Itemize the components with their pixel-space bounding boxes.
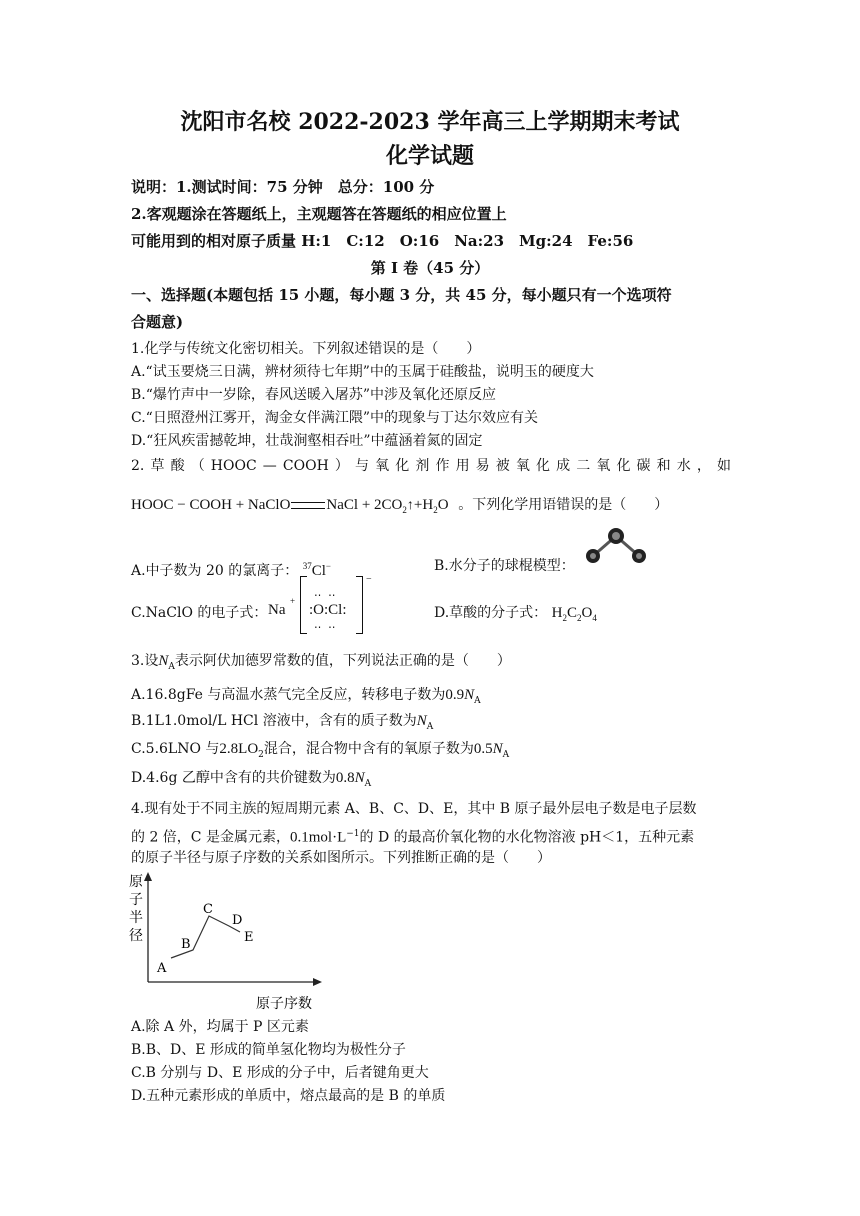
q3-c-text: C.5.6LNO 与 [131,741,220,757]
q3-na-sub: A [168,661,175,672]
q2-stem-char: COOH [282,458,329,474]
q2-stem-char: 酸 [170,458,185,474]
chart-x-arrow-icon [313,978,322,986]
formula-c-sub: 2 [577,613,582,623]
exam-title: 沈阳市名校 2022-2023 学年高三上学期期末考试 [180,109,680,135]
q2-stem-end: 。下列化学用语错误的是（ ） [458,497,669,513]
formula-h: H [551,605,563,621]
y-label-char: 原 [129,874,143,890]
formula-h-sub: 2 [562,613,567,623]
naclo-lewis-structure [268,576,378,636]
q3-b-na-sub: A [426,721,434,732]
note-line-2: 2.客观题涂在答题纸上，主观题答在答题纸的相应位置上 [131,205,507,223]
q3-stem-post: 表示阿伏加德罗常数的值，下列说法正确的是（ ） [174,653,511,669]
q1-option-d: D.“狂风疾雷撼乾坤，壮哉涧壑相吞吐”中蕴涵着氮的固定 [131,433,483,449]
q2-stem-char: 氧 [375,458,390,474]
formula-c: C [566,605,577,621]
q1-stem: 1.化学与传统文化密切相关。下列叙述错误的是（ ） [131,341,481,357]
lewis-top-dots: ‥ ‥ [314,587,338,599]
q2-stem-char: ， [696,458,711,474]
y-label-char: 径 [129,928,143,944]
q2-stem-char: 碳 [636,458,651,474]
q2-eq-equals [291,502,325,509]
q3-b-na: N [416,713,427,729]
q4-line2-post: 的 D 的最高价氧化物的水化物溶液 pH＜1，五种元素 [359,829,695,846]
q3-d-na: N [354,770,365,786]
q2-a-mass-number: 37 [302,561,312,571]
q2-stem-char: HOOC [210,458,257,474]
q2-stem-char: 2. [131,458,145,474]
q2-stem-char: 与 [355,458,370,474]
q2-stem-char: 二 [576,458,591,474]
q4-concentration-exp: −1 [346,829,360,839]
q4-stem-line-2 [131,825,694,847]
chart-y-arrow-icon [144,872,152,881]
q4-line2-pre: 的 2 倍，C 是金属元素， [131,829,290,846]
q2-stem-char: ） [334,458,349,474]
q1-option-a: A.“试玉要烧三日满，辨材须待七年期”中的玉属于硅酸盐，说明玉的硬度大 [131,364,594,380]
q2-stem-char: 氧 [596,458,611,474]
q2-d-label: D.草酸的分子式： [434,605,548,621]
point-label-d: D [232,913,243,928]
q2-stem-char: 成 [556,458,571,474]
radius-vs-atomic-number-chart [126,870,326,1015]
q4-concentration: 0.1mol·L [289,829,347,846]
point-label-a: A [157,961,167,976]
lewis-left-bracket [300,576,307,634]
q3-c-text-2: 混合，混合物中含有的氧原子数为 [263,741,474,757]
q3-d-na-sub: A [364,778,372,789]
q2-stem-char: 水 [676,458,691,474]
q1-option-c: C.“日照澄州江雾开，淘金女伴满江隈”中的现象与丁达尔效应有关 [131,410,538,426]
q2-eq-left: HOOC − COOH + NaClO [131,497,291,513]
q2-stem-char: 草 [150,458,165,474]
q3-stem [131,652,511,676]
q2-stem-char: 如 [716,458,731,474]
q2-a-label: A.中子数为 20 的氯离子： [131,563,299,579]
section-heading-line-1: 一、选择题(本题包括 15 小题，每小题 3 分，共 45 分，每小题只有一个选项符 [131,286,672,304]
q1-option-b: B.“爆竹声中一岁除，春风送暖入屠苏”中涉及氧化还原反应 [131,387,497,403]
q2-stem-line [131,457,731,475]
q2-stem-char: — [262,458,277,474]
q2-option-b: B.水分子的球棍模型： [434,558,575,574]
q2-option-c: C.NaClO 的电子式： [131,605,268,621]
q3-b-text: B.1L1.0mol/L HCl 溶液中，含有的质子数为 [131,713,417,729]
lewis-na: Na [268,602,286,618]
q3-c-na-sub: A [502,749,510,760]
q3-a-value: 0.9 [445,687,465,703]
q2-eq-sub-co2: 2 [402,505,407,515]
q2-eq-tail: +H [413,497,434,513]
point-label-b: B [181,937,191,952]
q2-a-charge: − [325,561,331,571]
q4-option-c: C.B 分别与 D、E 形成的分子中，后者键角更大 [131,1065,429,1081]
q4-stem-line-3: 的原子半径与原子序数的关系如图所示。下列推断正确的是（ ） [131,850,551,866]
point-label-e: E [244,930,254,945]
q2-eq-sub-h2o: 2 [433,505,438,515]
y-label-char: 子 [129,892,143,908]
q2-a-symbol: Cl [311,563,326,579]
q4-option-b: B.B、D、E 形成的简单氢化物均为极性分子 [131,1042,406,1058]
note-line-1: 说明：1.测试时间：75 分钟 总分：100 分 [131,178,435,196]
q3-c-na: N [492,741,503,757]
q3-stem-pre: 3.设 [131,653,159,669]
q3-a-na-sub: A [474,695,481,706]
volume-heading: 第 I 卷（45 分） [370,259,490,277]
q3-a-na: N [464,687,475,703]
q2-stem-char: 和 [656,458,671,474]
note-line-3: 可能用到的相对原子质量 H:1 C:12 O:16 Na:23 Mg:24 Fe:56 [131,232,634,250]
formula-o: O [581,605,593,621]
lewis-na-charge: + [290,596,296,606]
formula-o-sub: 4 [592,613,597,623]
q4-option-a: A.除 A 外，均属于 P 区元素 [131,1019,309,1035]
q2-stem-char: 剂 [415,458,430,474]
q3-option-a [131,686,481,710]
water-ball-stick-model-icon [583,524,649,568]
q2-d-formula [552,605,597,621]
q3-d-value: 0.8 [335,770,355,786]
q3-na: N [158,653,169,669]
q2-stem-char: 作 [435,458,450,474]
q3-c-o2: 2.8LO [219,741,259,757]
lewis-right-bracket [356,576,363,634]
exam-subject: 化学试题 [385,143,474,169]
q3-c-o2-sub: 2 [258,749,264,760]
q3-c-value: 0.5 [473,741,493,757]
q3-d-text: D.4.6g 乙醇中含有的共价键数为 [131,770,336,786]
y-label-char: 半 [129,910,143,926]
section-heading-line-2: 合题意) [131,313,184,331]
point-label-c: C [203,902,213,917]
lewis-charge: − [366,574,372,585]
q3-a-text: A.16.8gFe 与高温水蒸气完全反应，转移电子数为 [131,687,446,703]
q3-option-d [131,769,371,793]
q4-option-d: D.五种元素形成的单质中，熔点最高的是 B 的单质 [131,1088,446,1104]
lewis-core: :O:Cl: [309,602,347,618]
q2-stem-char: 氧 [515,458,530,474]
lewis-bottom-dots: ‥ ‥ [314,619,338,631]
q2-stem-char: 化 [536,458,550,474]
q2-equation [131,495,668,520]
q2-option-d [434,604,597,627]
q2-stem-char: 用 [455,458,470,474]
q2-eq-o: O [437,497,449,513]
q2-eq-right: NaCl + 2CO [326,497,403,513]
x-axis-label: 原子序数 [256,996,312,1012]
q2-stem-char: 易 [475,458,490,474]
q3-option-b [131,712,433,736]
q2-stem-char: 被 [495,458,510,474]
q2-stem-char: （ [190,458,205,474]
q2-gas-arrow-icon: ↑ [406,498,414,513]
q4-stem-line-1: 4.现有处于不同主族的短周期元素 A、B、C、D、E，其中 B 原子最外层电子数是电子层数 [131,801,697,817]
q2-stem-char: 化 [395,458,410,474]
q3-option-c [131,740,509,764]
q2-stem-char: 化 [616,458,631,474]
